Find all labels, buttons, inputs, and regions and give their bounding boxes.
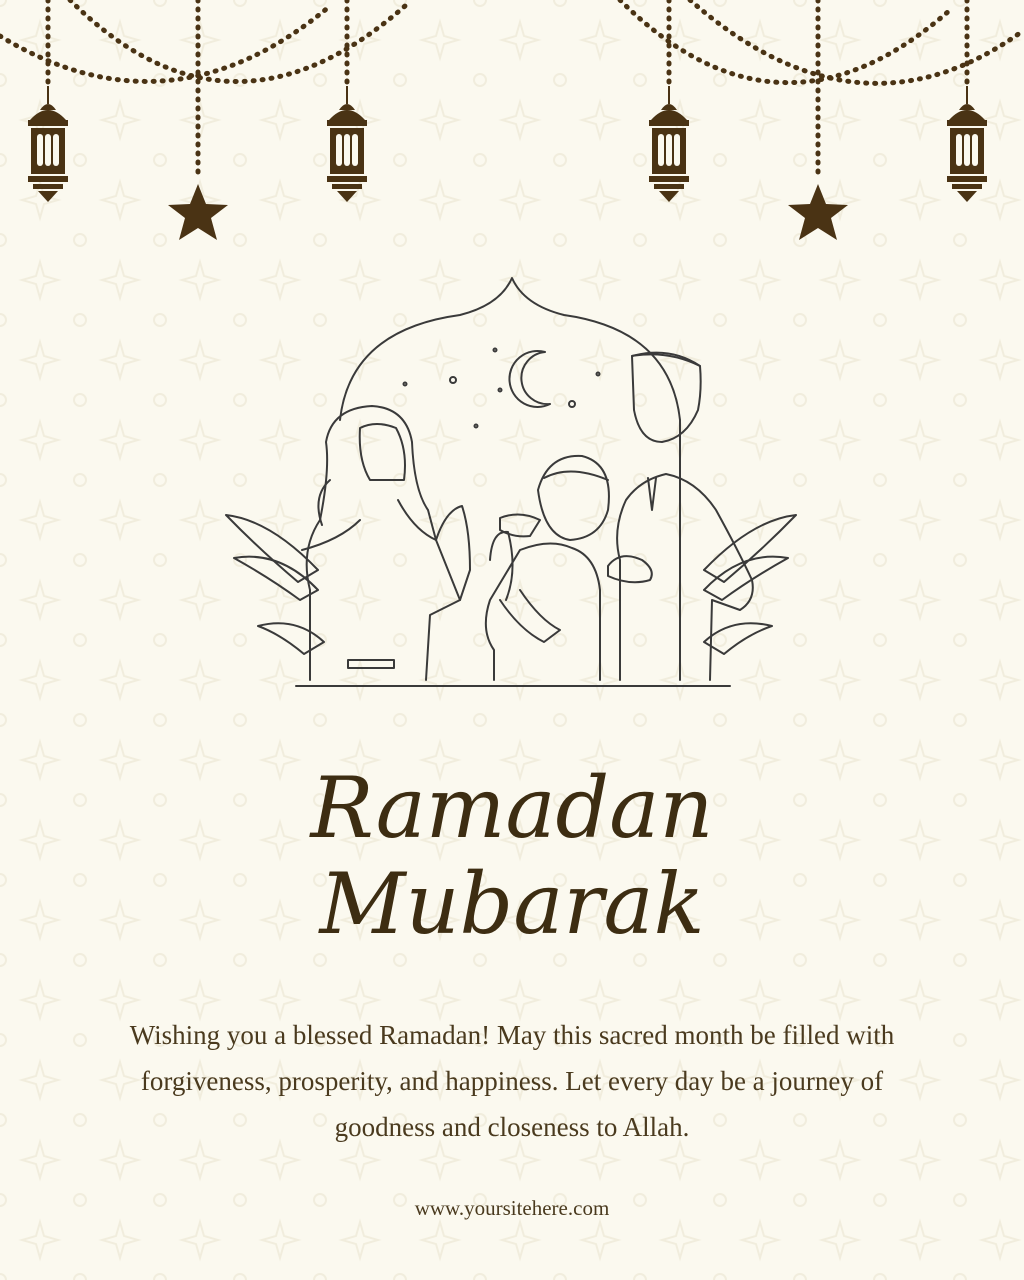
lantern-icon bbox=[947, 86, 987, 202]
title-line-2: Mubarak bbox=[319, 855, 705, 953]
card-title bbox=[0, 760, 1024, 952]
man-figure bbox=[632, 353, 701, 442]
lantern-icon bbox=[649, 86, 689, 202]
website-url: www.yoursitehere.com bbox=[414, 1196, 610, 1220]
hanging-decorations bbox=[0, 0, 1024, 260]
lantern-icon bbox=[327, 86, 367, 202]
title-line-1: Ramadan bbox=[310, 759, 714, 857]
crescent-moon-icon bbox=[509, 351, 550, 407]
child-figure bbox=[486, 543, 600, 680]
star-icon bbox=[788, 184, 848, 240]
family-praying-illustration bbox=[200, 270, 820, 700]
greeting-message: Wishing you a blessed Ramadan! May this sacred month be filled with forgiveness, prosperity, and happiness. Let every day be a journey of goodness and closeness to Allah. bbox=[129, 1020, 895, 1142]
star-icon bbox=[168, 184, 228, 240]
woman-figure bbox=[307, 406, 460, 680]
lantern-icon bbox=[28, 86, 68, 202]
